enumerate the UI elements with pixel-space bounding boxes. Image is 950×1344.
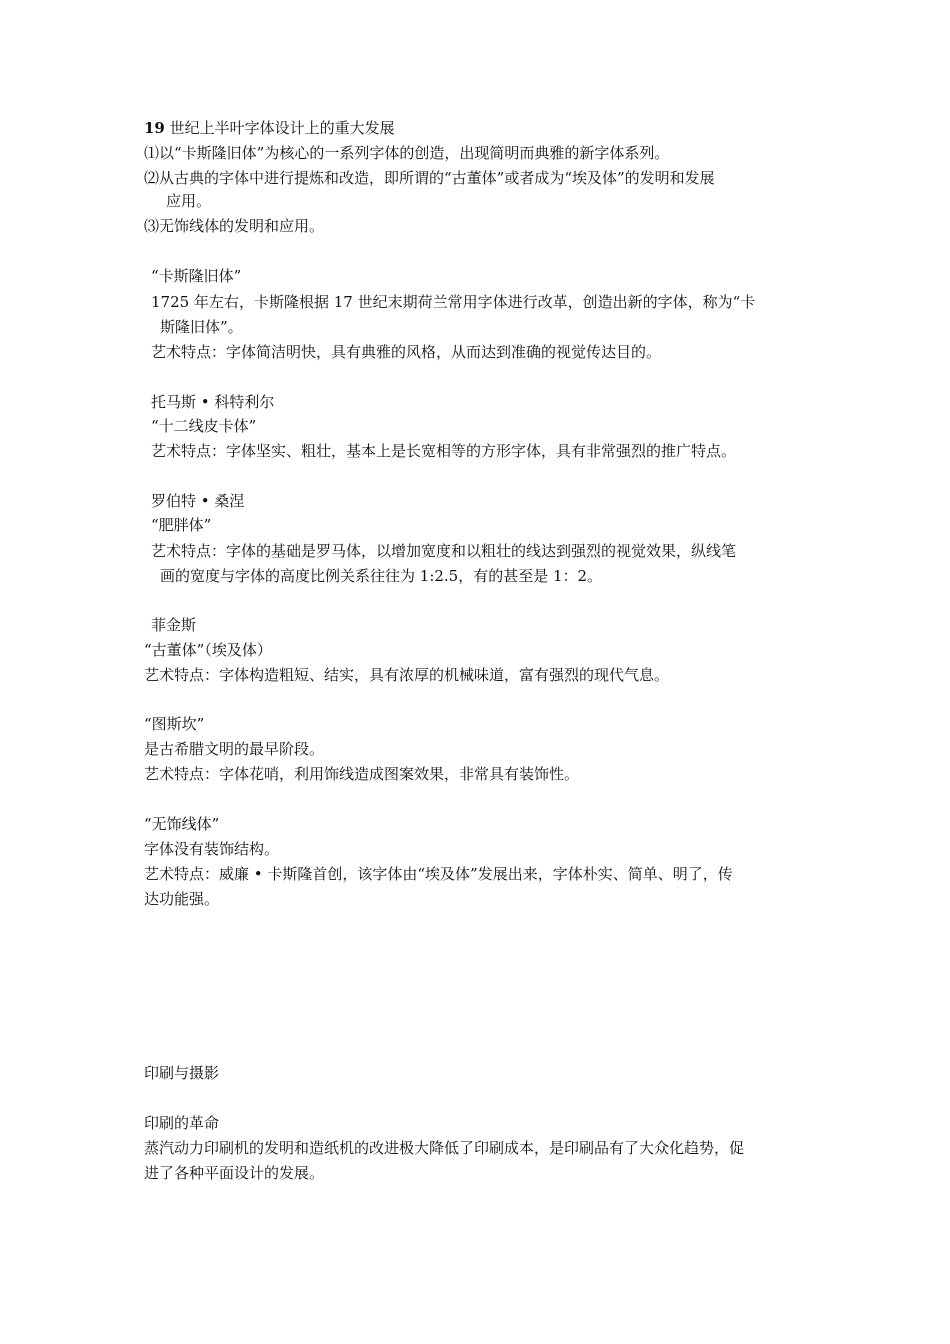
caslon-paragraph: 1725 年左右，卡斯隆根据 17 世纪末期荷兰常用字体进行改革，创造出新的字体，称为“卡 xyxy=(151,293,756,311)
cottrell-font: “十二线皮卡体” xyxy=(151,417,257,435)
figgins-art-features: 艺术特点：字体构造粗短、结实，具有浓厚的机械味道，富有强烈的现代气息。 xyxy=(144,666,670,684)
caslon-title: “卡斯隆旧体” xyxy=(151,267,242,285)
sans-desc: 字体没有装饰结构。 xyxy=(144,840,280,858)
figgins-name: 菲金斯 xyxy=(151,616,197,634)
caslon-paragraph-cont: 斯隆旧体”。 xyxy=(160,318,243,336)
printing-subtitle: 印刷的革命 xyxy=(144,1114,220,1132)
heading-number: 19 xyxy=(144,119,165,137)
tuscan-title: “图斯坎” xyxy=(144,715,205,733)
thorne-name: 罗伯特 • 桑涅 xyxy=(151,492,245,510)
cottrell-art-features: 艺术特点：字体坚实、粗壮，基本上是长宽相等的方形字体，具有非常强烈的推广特点。 xyxy=(151,442,737,460)
cottrell-name: 托马斯 • 科特利尔 xyxy=(151,393,275,411)
printing-paragraph: 蒸汽动力印刷机的发明和造纸机的改进极大降低了印刷成本，是印刷品有了大众化趋势，促 xyxy=(144,1139,745,1157)
thorne-art-features: 艺术特点：字体的基础是罗马体，以增加宽度和以粗壮的线达到强烈的视觉效果，纵线笔 xyxy=(151,542,737,560)
list-item-2-cont: 应用。 xyxy=(166,192,212,210)
heading-text: 世纪上半叶字体设计上的重大发展 xyxy=(164,119,395,137)
tuscan-desc: 是古希腊文明的最早阶段。 xyxy=(144,740,325,758)
printing-paragraph-cont: 进了各种平面设计的发展。 xyxy=(144,1164,325,1182)
thorne-art-features-cont: 画的宽度与字体的高度比例关系往往为 1:2.5，有的甚至是 1：2。 xyxy=(160,567,603,585)
thorne-font: “肥胖体” xyxy=(151,516,212,534)
section-heading xyxy=(144,118,812,138)
figgins-font: “古董体”（埃及体） xyxy=(144,641,272,659)
list-item-3: ⑶无饰线体的发明和应用。 xyxy=(144,217,325,235)
list-item-2: ⑵从古典的字体中进行提炼和改造，即所谓的“古董体”或者成为“埃及体”的发明和发展 xyxy=(144,169,715,187)
printing-title: 印刷与摄影 xyxy=(144,1064,220,1082)
caslon-art-features: 艺术特点：字体简洁明快，具有典雅的风格，从而达到准确的视觉传达目的。 xyxy=(151,343,662,361)
sans-art-features: 艺术特点：威廉 • 卡斯隆首创，该字体由“埃及体”发展出来，字体朴实、简单、明了，传 xyxy=(144,865,733,883)
sans-title: “无饰线体” xyxy=(144,815,220,833)
tuscan-art-features: 艺术特点：字体花哨，利用饰线造成图案效果，非常具有装饰性。 xyxy=(144,765,580,783)
list-item-1: ⑴以“卡斯隆旧体”为核心的一系列字体的创造，出现简明而典雅的新字体系列。 xyxy=(144,144,670,162)
sans-art-features-cont: 达功能强。 xyxy=(144,890,220,908)
